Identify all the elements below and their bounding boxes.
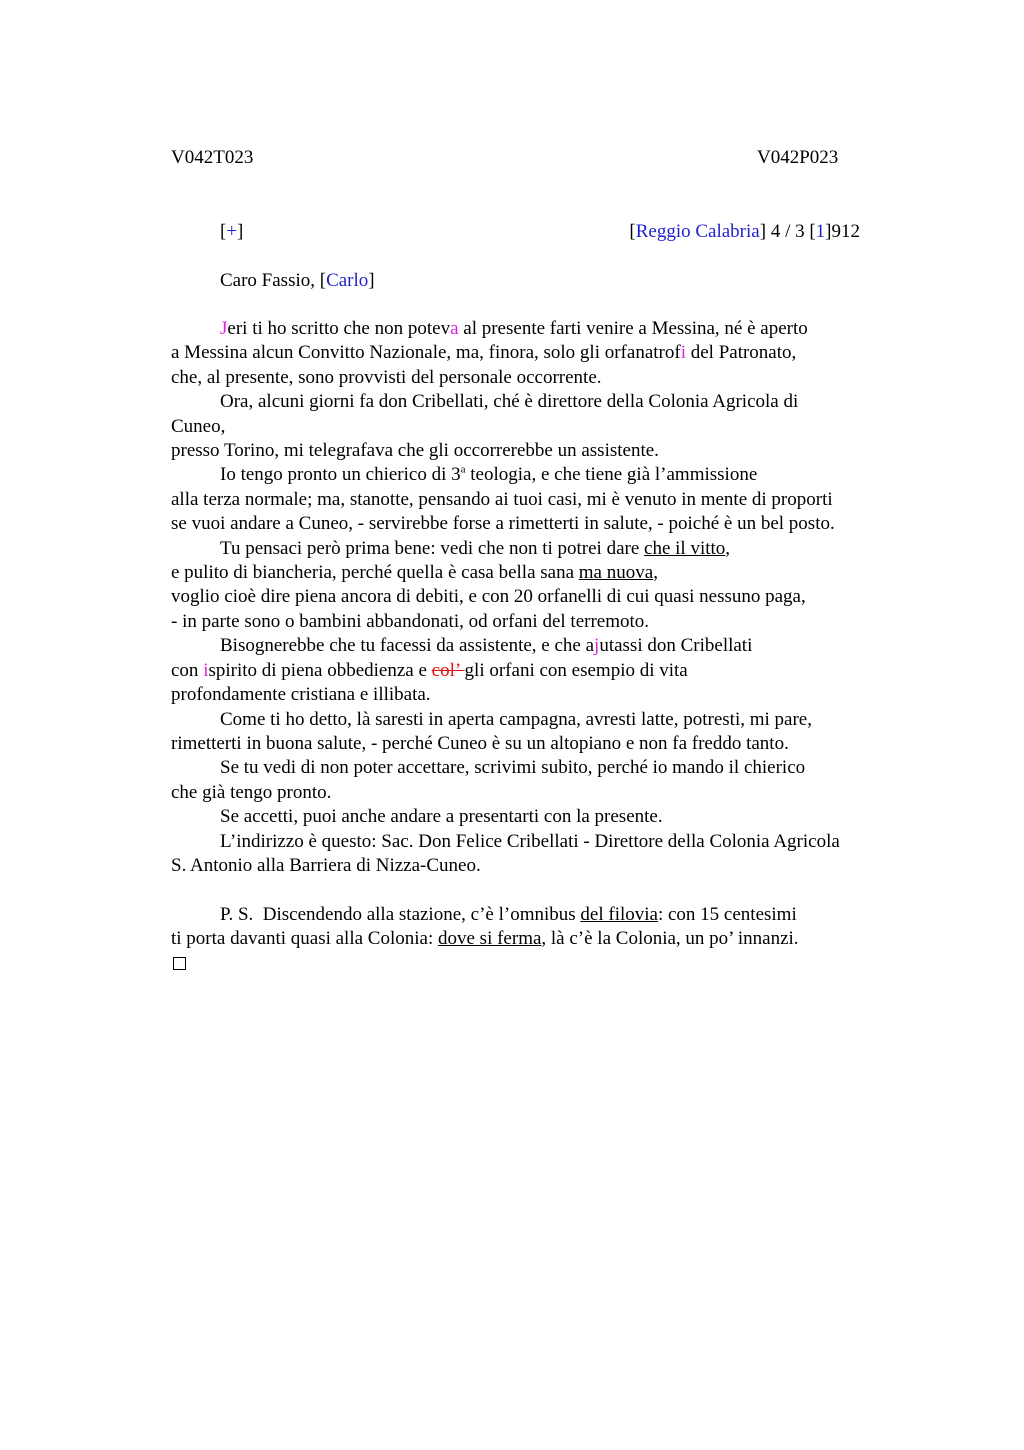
underlined-text: dove si ferma bbox=[438, 928, 542, 950]
text: P. S. Discendendo alla stazione, c’è l’omnibus bbox=[220, 903, 581, 925]
underlined-text: del filovia bbox=[580, 903, 658, 925]
letter-body bbox=[171, 317, 911, 952]
bracket-close: ] bbox=[368, 270, 375, 291]
letter-line: che, al presente, sono provvisti del personale occorrente. bbox=[171, 366, 602, 388]
letter-line: rimetterti in buona salute, - perché Cuneo è su un altopiano e non fa freddo tanto. bbox=[171, 732, 789, 754]
dateline bbox=[629, 220, 860, 244]
postscript-line bbox=[171, 903, 911, 927]
text: , là c’è la Colonia, un po’ innanzi. bbox=[541, 928, 799, 950]
letter-line bbox=[171, 317, 911, 341]
letter-line: Ora, alcuni giorni fa don Cribellati, ché è direttore della Colonia Agricola di bbox=[220, 391, 799, 413]
plus-mark: + bbox=[226, 221, 238, 242]
editorial-mark bbox=[220, 220, 243, 244]
text: del Patronato, bbox=[685, 342, 797, 364]
salutation bbox=[220, 269, 375, 293]
text: gli orfani con esempio di vita bbox=[464, 659, 688, 681]
letter-line: L’indirizzo è questo: Sac. Don Felice Cribellati - Direttore della Colonia Agricola bbox=[220, 830, 840, 852]
correction: i bbox=[680, 342, 686, 364]
spacer bbox=[171, 878, 911, 902]
deleted-text: col’ bbox=[431, 659, 465, 681]
letter-line: S. Antonio alla Barriera di Nizza-Cuneo. bbox=[171, 854, 481, 876]
text: ti porta davanti quasi alla Colonia: bbox=[171, 928, 438, 950]
text: a Messina alcun Convitto Nazionale, ma, finora, solo gli orfanatrof bbox=[171, 342, 681, 364]
letter-line: Se accetti, puoi anche andare a presentarti con la presente. bbox=[220, 806, 663, 828]
bracket-close: ] bbox=[759, 221, 767, 242]
letter-line: Cuneo, bbox=[171, 415, 226, 437]
text: spirito di piena obbedienza e bbox=[208, 659, 432, 681]
text: al presente farti venire a Messina, né è aperto bbox=[458, 318, 808, 339]
letter-line bbox=[171, 463, 911, 487]
text: : con 15 centesimi bbox=[657, 903, 797, 925]
letter-line: Se tu vedi di non poter accettare, scrivimi subito, perché io mando il chierico bbox=[220, 757, 806, 779]
letter-line: Come ti ho detto, là saresti in aperta campagna, avresti latte, potresti, mi pare, bbox=[220, 708, 812, 730]
correction: J bbox=[220, 318, 228, 339]
letter-line bbox=[171, 659, 911, 683]
letter-line: che già tengo pronto. bbox=[171, 781, 332, 803]
text: con bbox=[171, 659, 204, 681]
bracket-close: ] bbox=[237, 221, 244, 242]
underlined-text: ma nuova bbox=[578, 562, 654, 584]
text: Tu pensaci però prima bene: vedi che non ti potrei dare bbox=[220, 537, 645, 559]
correction: i bbox=[203, 659, 209, 681]
document-code-right: V042P023 bbox=[757, 147, 839, 168]
document-code-left: V042T023 bbox=[171, 147, 254, 168]
letter-line bbox=[171, 561, 911, 585]
year-rest: ]912 bbox=[825, 221, 860, 242]
underlined-text: che il vitto bbox=[644, 537, 726, 559]
bracket-open: [ bbox=[220, 221, 227, 242]
place-name: Reggio Calabria bbox=[635, 221, 760, 242]
letter-line: se vuoi andare a Cuneo, - servirebbe forse a rimetterti in salute, - poiché è un bel posto. bbox=[171, 513, 835, 535]
text: e pulito di biancheria, perché quella è casa bella sana bbox=[171, 562, 579, 584]
text: , bbox=[653, 562, 658, 584]
recipient-name: Carlo bbox=[326, 270, 369, 291]
letter-line: presso Torino, mi telegrafava che gli occorrerebbe un assistente. bbox=[171, 440, 659, 462]
bracket-open: [ bbox=[629, 221, 636, 242]
letter-line: profondamente cristiana e illibata. bbox=[171, 684, 431, 706]
letter-line: - in parte sono o bambini abbandonati, od orfani del terremoto. bbox=[171, 610, 650, 632]
end-box-icon bbox=[173, 957, 186, 970]
text: eri ti ho scritto che non potev bbox=[227, 318, 451, 339]
letter-line bbox=[171, 537, 911, 561]
text: , bbox=[725, 537, 731, 559]
superscript: a bbox=[460, 464, 466, 477]
year-digit: 1 bbox=[815, 221, 826, 242]
text: teologia, e che tiene già l’ammissione bbox=[465, 464, 758, 486]
letter-line: voglio cioè dire piena ancora di debiti, e con 20 orfanelli di cui quasi nessuno paga, bbox=[171, 586, 806, 608]
letter-line bbox=[171, 341, 911, 365]
correction: j bbox=[594, 635, 600, 657]
letter-line bbox=[171, 634, 911, 658]
letter-line: alla terza normale; ma, stanotte, pensando ai tuoi casi, mi è venuto in mente di proporti bbox=[171, 488, 833, 510]
correction: a bbox=[450, 318, 459, 339]
text: utassi don Cribellati bbox=[599, 635, 753, 657]
text: Bisognerebbe che tu facessi da assistente, e che a bbox=[220, 635, 595, 657]
text: Io tengo pronto un chierico di 3 bbox=[220, 464, 461, 486]
postscript-line bbox=[171, 927, 911, 951]
salutation-text: Caro Fassio, [ bbox=[220, 270, 327, 291]
date-text: 4 / 3 [ bbox=[766, 221, 816, 242]
